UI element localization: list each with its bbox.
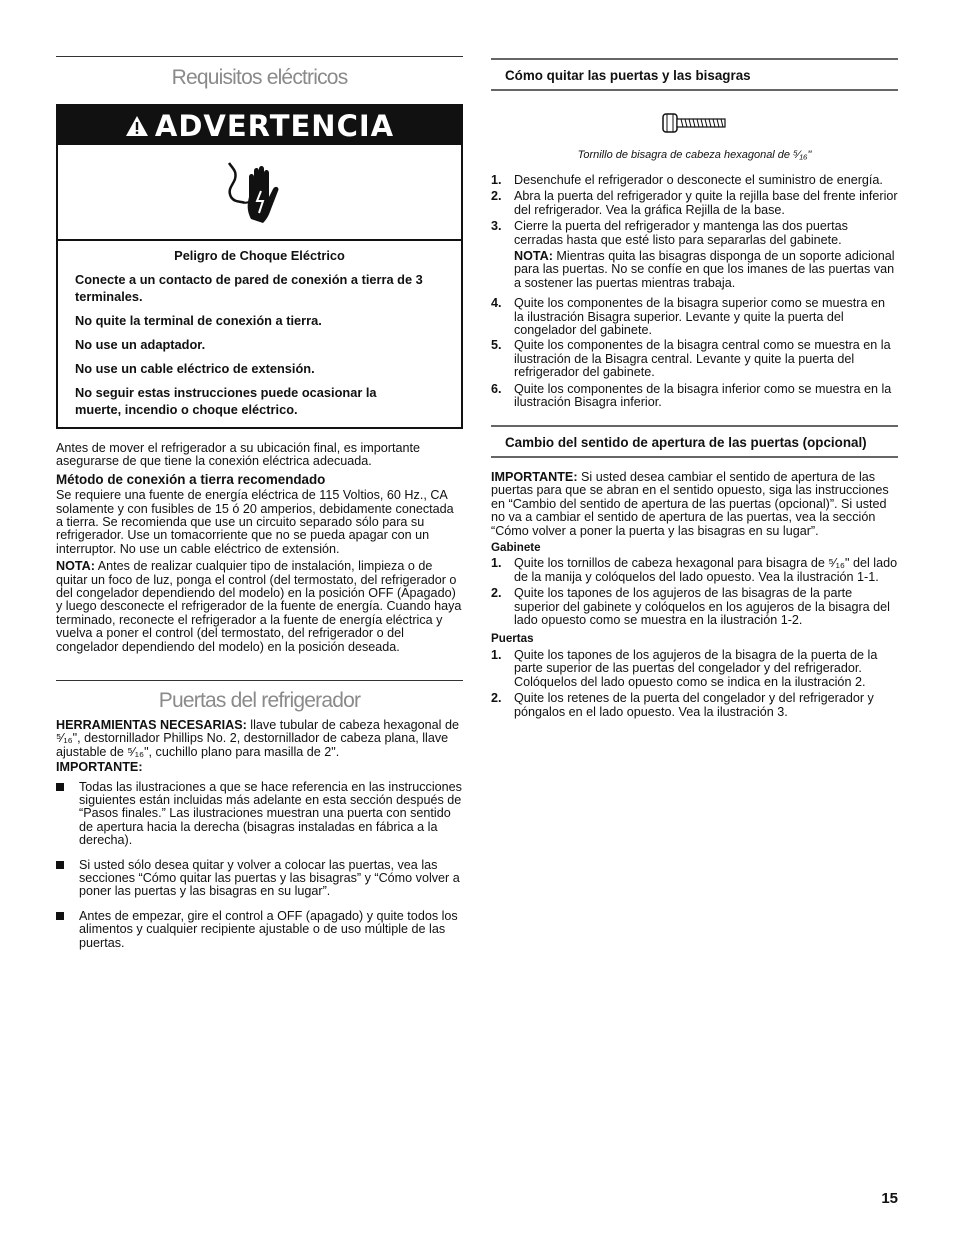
bullet-item <box>56 910 463 950</box>
doors-body <box>56 719 463 950</box>
step-number: 1. <box>491 647 502 662</box>
reverse-doors-heading-bar <box>491 425 898 458</box>
step-text: Abra la puerta del refrigerador y quite la rejilla base del frente inferior del refrigerador. Vea la gráfica Rejilla de la base. <box>514 189 898 217</box>
step-number: 2. <box>491 691 502 706</box>
step-item <box>491 339 898 379</box>
screw-caption: Tornillo de bisagra de cabeza hexagonal de ⁵⁄₁₆" <box>577 149 812 161</box>
section-rule <box>56 56 463 57</box>
warning-line-3: No quite la terminal de conexión a tierra. <box>75 313 322 328</box>
doors-step <box>491 649 898 689</box>
electric-shock-hand-icon <box>223 161 287 227</box>
intro-paragraph: Antes de mover el refrigerador a su ubicación final, es importante asegurarse de que tiene la conexión eléctrica adecuada. <box>56 441 421 469</box>
warning-header <box>58 106 461 145</box>
tools-text: llave tubular de cabeza hexagonal de ⁵⁄₁₆", destornillador Phillips No. 2, destornillador de cabeza plana, llave ajustable de ⁵⁄₁₆", cuchillo plano para masilla de 2". <box>56 718 459 759</box>
step3-note <box>514 250 898 290</box>
step-text: Quite los tapones de los agujeros de las bisagras de la parte superior del gabinete y colóquelos en los agujeros de la bisagra del lado opuesto como se muestra en la ilustración 1-2. <box>514 586 890 628</box>
bullet-text: Todas las ilustraciones a que se hace referencia en las instrucciones siguientes están incluidas más adelante en esta sección después de “Pasos finales.” Las ilustraciones muestran una puerta con sentido de apertura hacia la derecha (bisagras instaladas en fábrica a la derecha). <box>79 779 462 848</box>
warning-line-6: No seguir estas instrucciones puede ocasionar la muerte, incendio o choque eléctrico. <box>75 385 377 417</box>
note-label: NOTA: <box>56 559 95 574</box>
important-label: IMPORTANTE: <box>56 760 143 775</box>
important-paragraph <box>491 471 898 538</box>
bullet-item <box>56 859 463 899</box>
reverse-doors-heading: Cambio del sentido de apertura de las puertas (opcional) <box>505 435 867 450</box>
warning-line-2: Conecte a un contacto de pared de conexión a tierra de 3 terminales. <box>75 272 423 304</box>
step-item <box>491 190 898 217</box>
refrigerator-doors-title: Puertas del refrigerador <box>158 689 361 712</box>
step-text: Quite los componentes de la bisagra superior como se muestra en la ilustración Bisagra superior. Levante y quite la puerta del congelador del gabinete. <box>514 296 886 338</box>
step-text: Cierre la puerta del refrigerador y mantenga las dos puertas cerradas hasta que esté listo para separarlas del gabinete. <box>514 219 848 247</box>
warning-line-5: No use un cable eléctrico de extensión. <box>75 361 315 376</box>
step-number: 2. <box>491 586 502 601</box>
warning-line-1: Peligro de Choque Eléctrico <box>174 248 345 263</box>
cabinet-heading: Gabinete <box>491 541 541 555</box>
grounding-method-heading: Método de conexión a tierra recomendado <box>56 471 326 487</box>
doors-heading: Puertas <box>491 632 534 646</box>
note-text: Antes de realizar cualquier tipo de instalación, limpieza o de quitar un foco de luz, ponga el control (del termostato, del refrigerador o del congelador dependiendo del modelo) en la posición OFF (Apagado) y luego desconecte el refrigerador de la fuente de energía. Cuando haya terminado, reconecte el refrigerador a la fuente de energía eléctrica y vuelva a poner el control (del termostato, del refrigerador o del congelador dependiendo del modelo) en la posición deseada. <box>56 559 462 654</box>
tools-paragraph <box>56 719 463 759</box>
electrical-requirements-title: Requisitos eléctricos <box>171 66 348 89</box>
step-number: 1. <box>491 173 502 187</box>
step-text: Desenchufe el refrigerador o desconecte el suministro de energía. <box>514 173 883 187</box>
warning-line-4: No use un adaptador. <box>75 337 206 352</box>
cabinet-step <box>491 557 898 584</box>
step-text: Quite los tornillos de cabeza hexagonal para bisagra de ⁵⁄₁₆" del lado de la manija y colóquelos del lado opuesto. Vea la ilustración 1-1. <box>514 556 898 584</box>
remove-steps <box>491 174 898 410</box>
bullet-square-icon <box>56 861 64 869</box>
step-number: 6. <box>491 381 502 396</box>
step-text: Quite los tapones de los agujeros de la bisagra de la puerta de la parte superior de las puertas del congelador y del refrigerador. Colóquelos del lado opuesto como se indica en la ilustración 2. <box>514 647 878 689</box>
section-rule <box>56 680 463 681</box>
important-label: IMPORTANTE: <box>491 470 578 484</box>
grounding-method-paragraph: Se requiere una fuente de energía eléctrica de 115 Voltios, 60 Hz., CA solamente y con fusibles de 15 ó 20 amperios, debidamente conectada a tierra. Se recomienda que use un circuito separado sólo para su refrigerador. Use un tomacorriente que no se pueda apagar con un interruptor. No use un cable eléctrico de extensión. <box>56 488 454 556</box>
electrical-body <box>56 442 463 654</box>
hex-head-screw-icon <box>661 111 731 135</box>
step-number: 1. <box>491 556 502 571</box>
cabinet-step <box>491 587 898 627</box>
step3-note-label: NOTA: <box>514 249 553 264</box>
warning-text <box>58 241 461 418</box>
step-text: Quite los retenes de la puerta del congelador y del refrigerador y póngalos en el lado opuesto. Vea la ilustración 3. <box>514 691 874 719</box>
remove-doors-heading: Cómo quitar las puertas y las bisagras <box>505 68 751 83</box>
shock-icon-area <box>58 145 461 241</box>
step-item <box>491 174 898 187</box>
step3-note-text: Mientras quita las bisagras disponga de un soporte adicional para las puertas. No se confíe en que los imanes de las puertas van a sostener las puertas mientras trabaja. <box>514 249 895 290</box>
step-item <box>491 220 898 290</box>
step-number: 5. <box>491 338 502 353</box>
doors-step <box>491 692 898 719</box>
reverse-body <box>491 471 898 719</box>
step-number: 2. <box>491 189 502 204</box>
bullet-text: Si usted sólo desea quitar y volver a colocar las puertas, vea las secciones “Cómo quitar las puertas y las bisagras” y “Cómo volver a poner las puertas y las bisagras en su lugar”. <box>79 857 460 899</box>
bullet-square-icon <box>56 783 64 791</box>
bullet-square-icon <box>56 912 64 920</box>
warning-triangle-icon <box>125 115 149 137</box>
step-item <box>491 297 898 337</box>
warning-box <box>56 104 463 429</box>
page-number: 15 <box>881 1190 898 1207</box>
step-text: Quite los componentes de la bisagra inferior como se muestra en la ilustración Bisagra inferior. <box>514 381 892 410</box>
tools-label: HERRAMIENTAS NECESARIAS: <box>56 718 247 732</box>
warning-title: ADVERTENCIA <box>154 108 395 143</box>
bullet-text: Antes de empezar, gire el control a OFF (apagado) y quite todos los alimentos y cualquier recipiente ajustable o de uso múltiple de las puertas. <box>79 908 458 950</box>
important-text: Si usted desea cambiar el sentido de apertura de las puertas para que se abran en el sentido opuesto, siga las instrucciones en “Cambio del sentido de apertura de las puertas (opcional)”. Si usted no va a cambiar el sentido de apertura de las puertas, vea la sección “Cómo volver a poner la puerta y las bisagras en su lugar”. <box>491 470 889 538</box>
step-item <box>491 383 898 410</box>
step-number: 3. <box>491 219 502 234</box>
step-number: 4. <box>491 296 502 311</box>
bullet-item <box>56 781 463 848</box>
note-paragraph <box>56 560 463 654</box>
remove-doors-heading-bar <box>491 58 898 91</box>
step-text: Quite los componentes de la bisagra central como se muestra en la ilustración de la Bisagra central. Levante y quite la puerta del refrigerador del gabinete. <box>514 338 891 380</box>
